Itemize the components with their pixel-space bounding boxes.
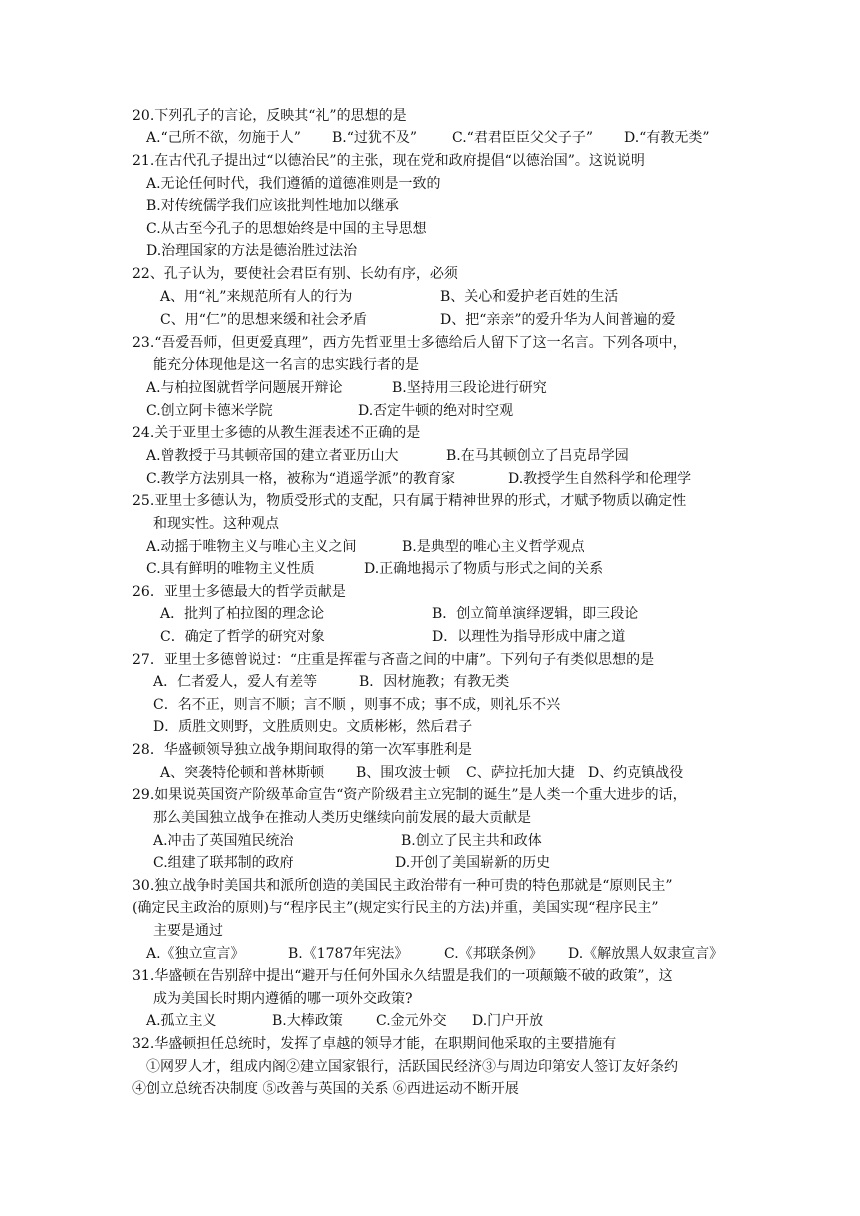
question-25-stem-line-1: 25.亚里士多德认为，物质受形式的支配，只有属于精神世界的形式，才赋予物质以确定性 <box>132 493 687 509</box>
question-25-options-row-2 <box>146 559 603 579</box>
option-b: B.大棒政策 <box>272 1013 343 1029</box>
option-c: C.《邦联条例》 <box>444 946 543 962</box>
question-27-options-row-1 <box>153 672 509 692</box>
question-20-options <box>146 128 710 148</box>
question-30-options <box>146 944 723 964</box>
option-a: A、用“礼”来规范所有人的行为 <box>160 289 353 305</box>
option-a: A．仁者爱人，爱人有差等 <box>153 674 318 690</box>
option-d: D.《解放黑人奴隶宣言》 <box>568 946 724 962</box>
option-d: D.门户开放 <box>472 1013 544 1029</box>
question-21-option-b: B.对传统儒学我们应该批判性地加以继承 <box>146 198 399 214</box>
question-26-options-row-1 <box>160 604 638 624</box>
option-d: D、把“亲亲”的爱升华为人间普遍的爱 <box>440 312 676 328</box>
question-24-stem: 24.关于亚里士多德的从教生涯表述不正确的是 <box>132 425 421 441</box>
question-32-choices-line-2: ④创立总统否决制度 ⑤改善与英国的关系 ⑥西进运动不断开展 <box>132 1081 519 1097</box>
question-29-options-row-2 <box>153 853 550 873</box>
option-b: B.《1787年宪法》 <box>288 946 409 962</box>
question-27-option-c: C．名不正，则言不顺；言不顺 ，则事不成；事不成，则礼乐不兴 <box>153 697 561 713</box>
question-27-option-d: D．质胜文则野，文胜质则史。文质彬彬，然后君子 <box>153 719 473 735</box>
question-29-options-row-1 <box>153 831 542 851</box>
question-24-options-row-2 <box>146 469 691 489</box>
question-31-stem-line-2: 成为美国长时期内遵循的哪一项外交政策? <box>153 991 413 1007</box>
option-c: C.具有鲜明的唯物主义性质 <box>146 561 315 577</box>
question-21-option-a: A.无论任何时代，我们遵循的道德准则是一致的 <box>146 176 441 192</box>
question-28-stem: 28．华盛顿领导独立战争期间取得的第一次军事胜利是 <box>132 742 472 758</box>
question-31-options <box>146 1011 543 1031</box>
question-21-stem: 21.在古代孔子提出过“以德治民”的主张，现在党和政府提倡“以德治国”。这说说明 <box>132 153 645 169</box>
option-b: B.是典型的唯心主义哲学观点 <box>402 539 585 555</box>
question-28-options <box>160 763 683 783</box>
option-d: D.正确地揭示了物质与形式之间的关系 <box>364 561 604 577</box>
question-23-options-row-2 <box>146 401 513 421</box>
option-a: A.孤立主义 <box>146 1013 217 1029</box>
question-20-stem: 20.下列孔子的言论，反映其“礼”的思想的是 <box>132 108 407 124</box>
option-d: D.“有教无类” <box>624 130 710 146</box>
question-26-options-row-2 <box>160 627 625 647</box>
question-22-stem: 22、孔子认为，要使社会君臣有别、长幼有序，必须 <box>132 266 458 282</box>
option-a: A、突袭特伦顿和普林斯顿 <box>160 765 325 781</box>
option-b: B.坚持用三段论进行研究 <box>392 380 547 396</box>
question-23-stem-line-1: 23.“吾爱吾师，但更爱真理”，西方先哲亚里士多德给后人留下了这一名言。下列各项中， <box>132 335 687 351</box>
option-c: C.金元外交 <box>376 1013 447 1029</box>
question-29-stem-line-1: 29.如果说英国资产阶级革命宣告“资产阶级君主立宪制的诞生”是人类一个重大进步的话， <box>132 787 687 803</box>
question-30-stem-line-3: 主要是通过 <box>153 923 223 939</box>
question-22-options-row-1 <box>160 287 618 307</box>
question-29-stem-line-2: 那么美国独立战争在推动人类历史继续向前发展的最大贡献是 <box>153 810 531 826</box>
question-22-options-row-2 <box>160 310 676 330</box>
option-b: B．因材施教；有教无类 <box>359 674 510 690</box>
option-b: B、关心和爱护老百姓的生活 <box>440 289 619 305</box>
question-23-options-row-1 <box>146 378 547 398</box>
option-d: D.否定牛顿的绝对时空观 <box>358 403 514 419</box>
question-25-options-row-1 <box>146 537 585 557</box>
question-27-stem: 27．亚里士多德曾说过：“庄重是挥霍与吝啬之间的中庸”。下列句子有类似思想的是 <box>132 652 655 668</box>
question-25-stem-line-2: 和现实性。这种观点 <box>153 516 279 532</box>
option-c: C．确定了哲学的研究对象 <box>160 629 325 645</box>
option-b: B、围攻波士顿 <box>356 765 451 781</box>
option-b: B.创立了民主共和政体 <box>401 833 542 849</box>
option-d: D.教授学生自然科学和伦理学 <box>508 471 692 487</box>
option-d: D、约克镇战役 <box>588 765 684 781</box>
option-c: C.组建了联邦制的政府 <box>153 855 294 871</box>
option-a: A.与柏拉图就哲学问题展开辩论 <box>146 380 343 396</box>
question-31-stem-line-1: 31.华盛顿在告别辞中提出“避开与任何外国永久结盟是我们的一项颠簸不破的政策”，这 <box>132 968 673 984</box>
option-a: A.《独立宣言》 <box>146 946 245 962</box>
question-21-option-c: C.从古至今孔子的思想始终是中国的主导思想 <box>146 221 427 237</box>
option-a: A.动摇于唯物主义与唯心主义之间 <box>146 539 357 555</box>
option-b: B.在马其顿创立了吕克昂学园 <box>446 448 629 464</box>
option-c: C.“君君臣臣父父子子” <box>452 130 593 146</box>
question-30-stem-line-1: 30.独立战争时美国共和派所创造的美国民主政治带有一种可贵的特色那就是“原则民主” <box>132 878 673 894</box>
option-d: D．以理性为指导形成中庸之道 <box>432 629 626 645</box>
option-c: C.创立阿卡德米学院 <box>146 403 273 419</box>
option-c: C.教学方法别具一格，被称为“逍遥学派”的教育家 <box>146 471 455 487</box>
option-a: A.曾教授于马其顿帝国的建立者亚历山大 <box>146 448 399 464</box>
option-a: A.“己所不欲，勿施于人” <box>146 130 301 146</box>
question-26-stem: 26．亚里士多德最大的哲学贡献是 <box>132 584 346 600</box>
question-30-stem-line-2: (确定民主政治的原则)与“程序民主”(规定实行民主的方法)并重，美国实现“程序民主” <box>132 900 659 916</box>
question-21-option-d: D.治理国家的方法是德治胜过法治 <box>146 243 358 259</box>
option-a: A.冲击了英国殖民统治 <box>153 833 294 849</box>
option-b: B．创立简单演绎逻辑，即三段论 <box>432 606 639 622</box>
option-c: C、用“仁”的思想来缓和社会矛盾 <box>160 312 368 328</box>
option-c: C、萨拉托加大捷 <box>466 765 575 781</box>
option-a: A．批判了柏拉图的理念论 <box>160 606 325 622</box>
option-d: D.开创了美国崭新的历史 <box>395 855 551 871</box>
option-b: B.“过犹不及” <box>332 130 418 146</box>
question-24-options-row-1 <box>146 446 629 466</box>
question-23-stem-line-2: 能充分体现他是这一名言的忠实践行者的是 <box>153 357 419 373</box>
question-32-choices-line-1: ①网罗人才，组成内阁②建立国家银行，活跃国民经济③与周边印第安人签订友好条约 <box>146 1059 678 1075</box>
question-32-stem: 32.华盛顿担任总统时，发挥了卓越的领导才能，在职期间他采取的主要措施有 <box>132 1036 617 1052</box>
